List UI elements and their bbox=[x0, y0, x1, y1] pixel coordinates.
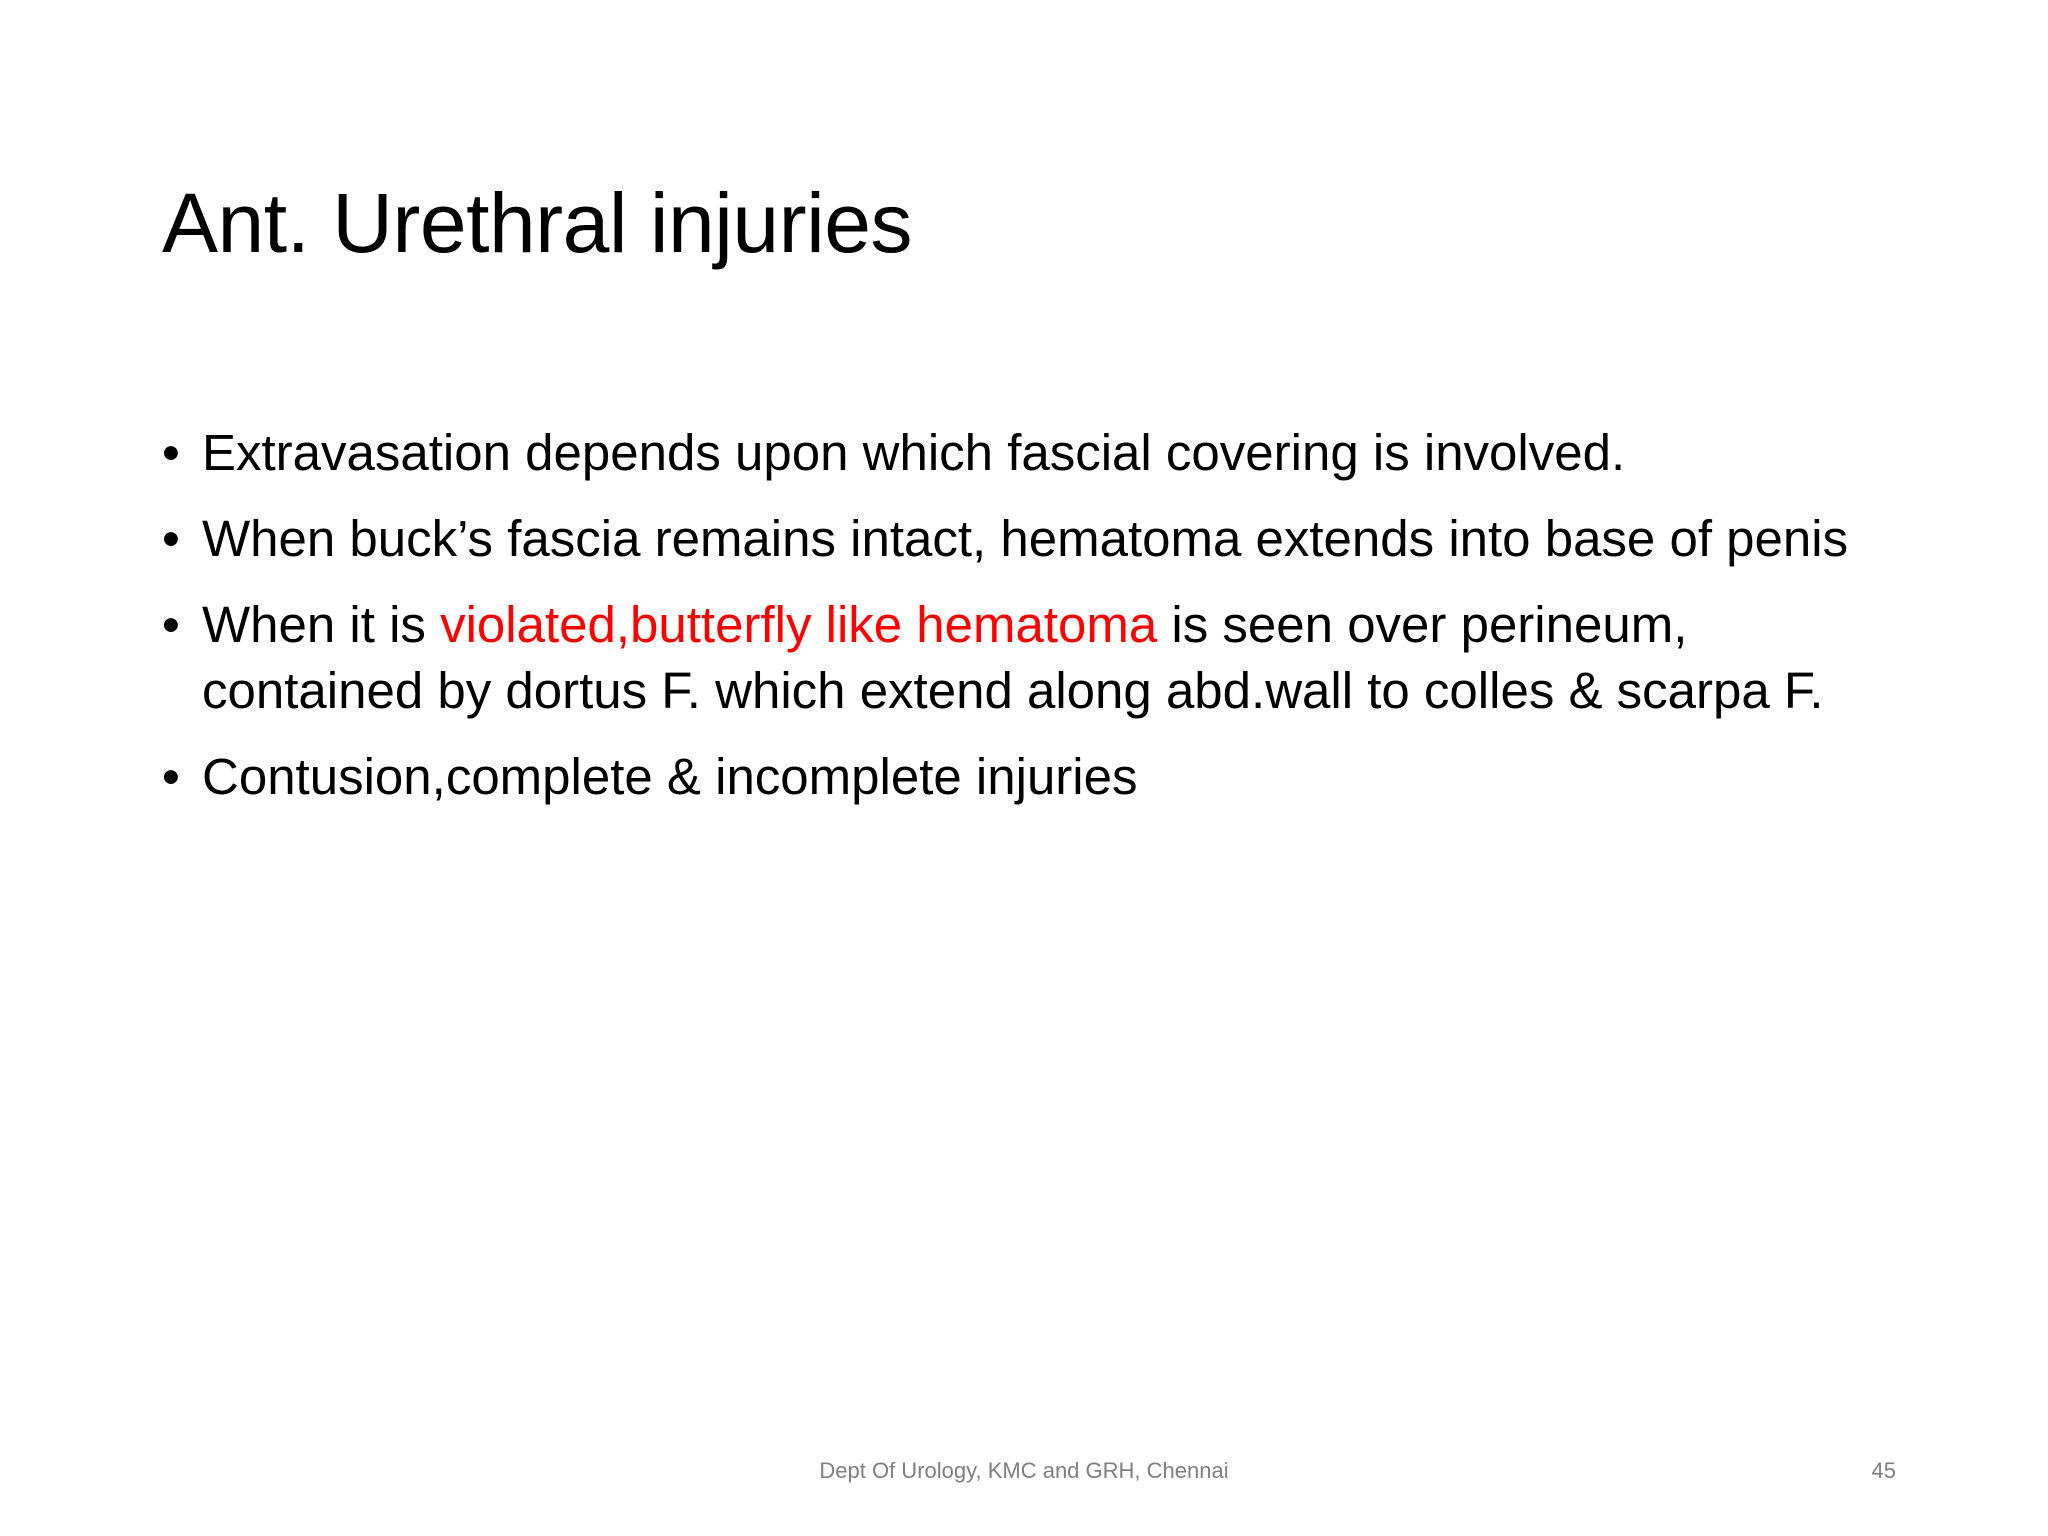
bullet-text: Extravasation depends upon which fascial covering is involved. bbox=[202, 424, 1626, 481]
bullet-item-4 bbox=[162, 744, 1922, 810]
bullet-icon: • bbox=[162, 510, 180, 567]
bullet-text: When buck’s fascia remains intact, hematoma extends into base of penis bbox=[202, 510, 1849, 567]
bullet-icon: • bbox=[162, 596, 180, 653]
bullet-text-before: When it is bbox=[202, 596, 441, 653]
bullet-item-2 bbox=[162, 506, 1922, 572]
slide-title: Ant. Urethral injuries bbox=[162, 176, 912, 270]
footer-text: Dept Of Urology, KMC and GRH, Chennai bbox=[819, 1458, 1229, 1483]
bullet-item-3 bbox=[162, 592, 1922, 724]
bullet-icon: • bbox=[162, 748, 180, 805]
bullet-item-1 bbox=[162, 420, 1922, 486]
page-number: 45 bbox=[1871, 1458, 1896, 1483]
bullet-text-highlight: violated,butterfly like hematoma bbox=[440, 596, 1158, 653]
bullet-icon: • bbox=[162, 424, 180, 481]
bullet-text: Contusion,complete & incomplete injuries bbox=[202, 748, 1138, 805]
bullet-text-after: is seen over perineum, contained by dortus F. which extend along abd.wall to colles & scarpa F. bbox=[202, 596, 1824, 719]
bullet-list bbox=[162, 420, 1922, 830]
